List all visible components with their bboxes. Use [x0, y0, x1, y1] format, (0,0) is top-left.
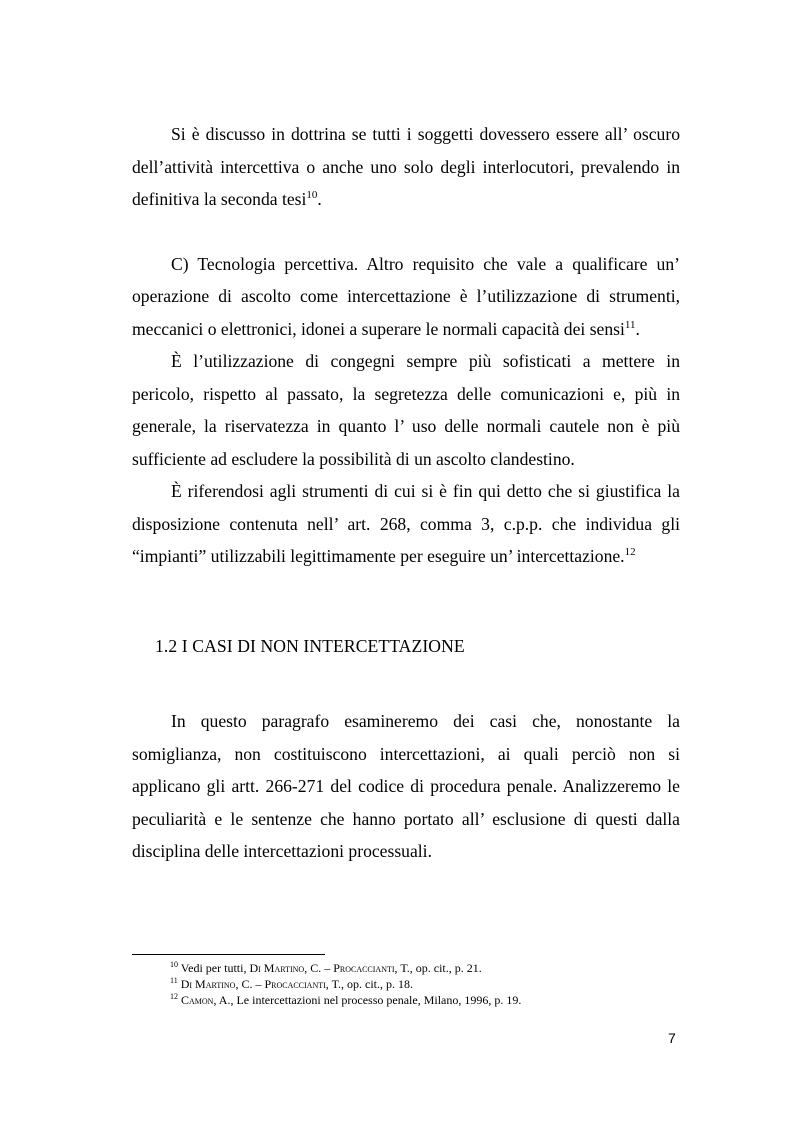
- section-heading: 1.2 I CASI DI NON INTERCETTAZIONE: [155, 636, 465, 656]
- paragraph-impianti: È riferendosi agli strumenti di cui si è fin qui detto che si giustifica la disposizione contenuta nell’ art. 268, comma 3, c.p.p. che individua gli “impianti” utilizzabili legittimamente per eseguire un’ intercettazione.$^{12}$: [132, 481, 680, 566]
- footnote-10: $^{10}$ Vedi per tutti, Di Martino, C. – Procaccianti, T., op. cit., p. 21.: [170, 960, 482, 975]
- footnote-ref-11[interactable]: 11: [624, 318, 636, 331]
- paragraph-casi: In questo paragrafo esamineremo dei casi che, nonostante la somiglianza, non costituiscono intercettazioni, ai quali perciò non si applicano gli artt. 266-271 del codice di procedura penale. Analizzeremo le peculiarità e le sentenze che hanno portato all’ esclusione di questi dalla disciplina delle intercettazioni processuali.: [132, 711, 680, 861]
- section-text: [132, 705, 680, 868]
- footnotes: [170, 960, 690, 1008]
- paragraph-gap: [132, 216, 680, 248]
- footnote-ref-10[interactable]: 10: [306, 189, 318, 202]
- paragraph-dottrina: Si è discusso in dottrina se tutti i soggetti dovessero essere all’ oscuro dell’attività intercettiva o anche uno solo degli interlocutori, prevalendo in definitiva la seconda tesi$^{10}$.: [132, 124, 680, 209]
- footnote-separator: [132, 954, 325, 955]
- paragraph-congegni: È l’utilizzazione di congegni sempre più sofisticati a mettere in pericolo, rispetto al passato, la segretezza delle comunicazioni e, più in generale, la riservatezza in quanto l’ uso delle normali cautele non è più sufficiente ad escludere la possibilità di un ascolto clandestino.: [132, 351, 680, 469]
- footnote-ref-12[interactable]: 12: [624, 546, 636, 559]
- page-number: 7: [668, 1030, 676, 1046]
- footnote-12: $^{12}$ Camon, A., Le intercettazioni nel processo penale, Milano, 1996, p. 19.: [170, 992, 522, 1007]
- footnote-11: $^{11}$ Di Martino, C. – Procaccianti, T., op. cit., p. 18.: [170, 976, 414, 991]
- paragraph-tecnologia: C) Tecnologia percettiva. Altro requisito che vale a qualificare un’ operazione di ascolto come intercettazione è l’utilizzazione di strumenti, meccanici o elettronici, idonei a superare le normali capacità dei sensi$^{11}$.: [132, 253, 680, 339]
- main-text: [132, 118, 680, 573]
